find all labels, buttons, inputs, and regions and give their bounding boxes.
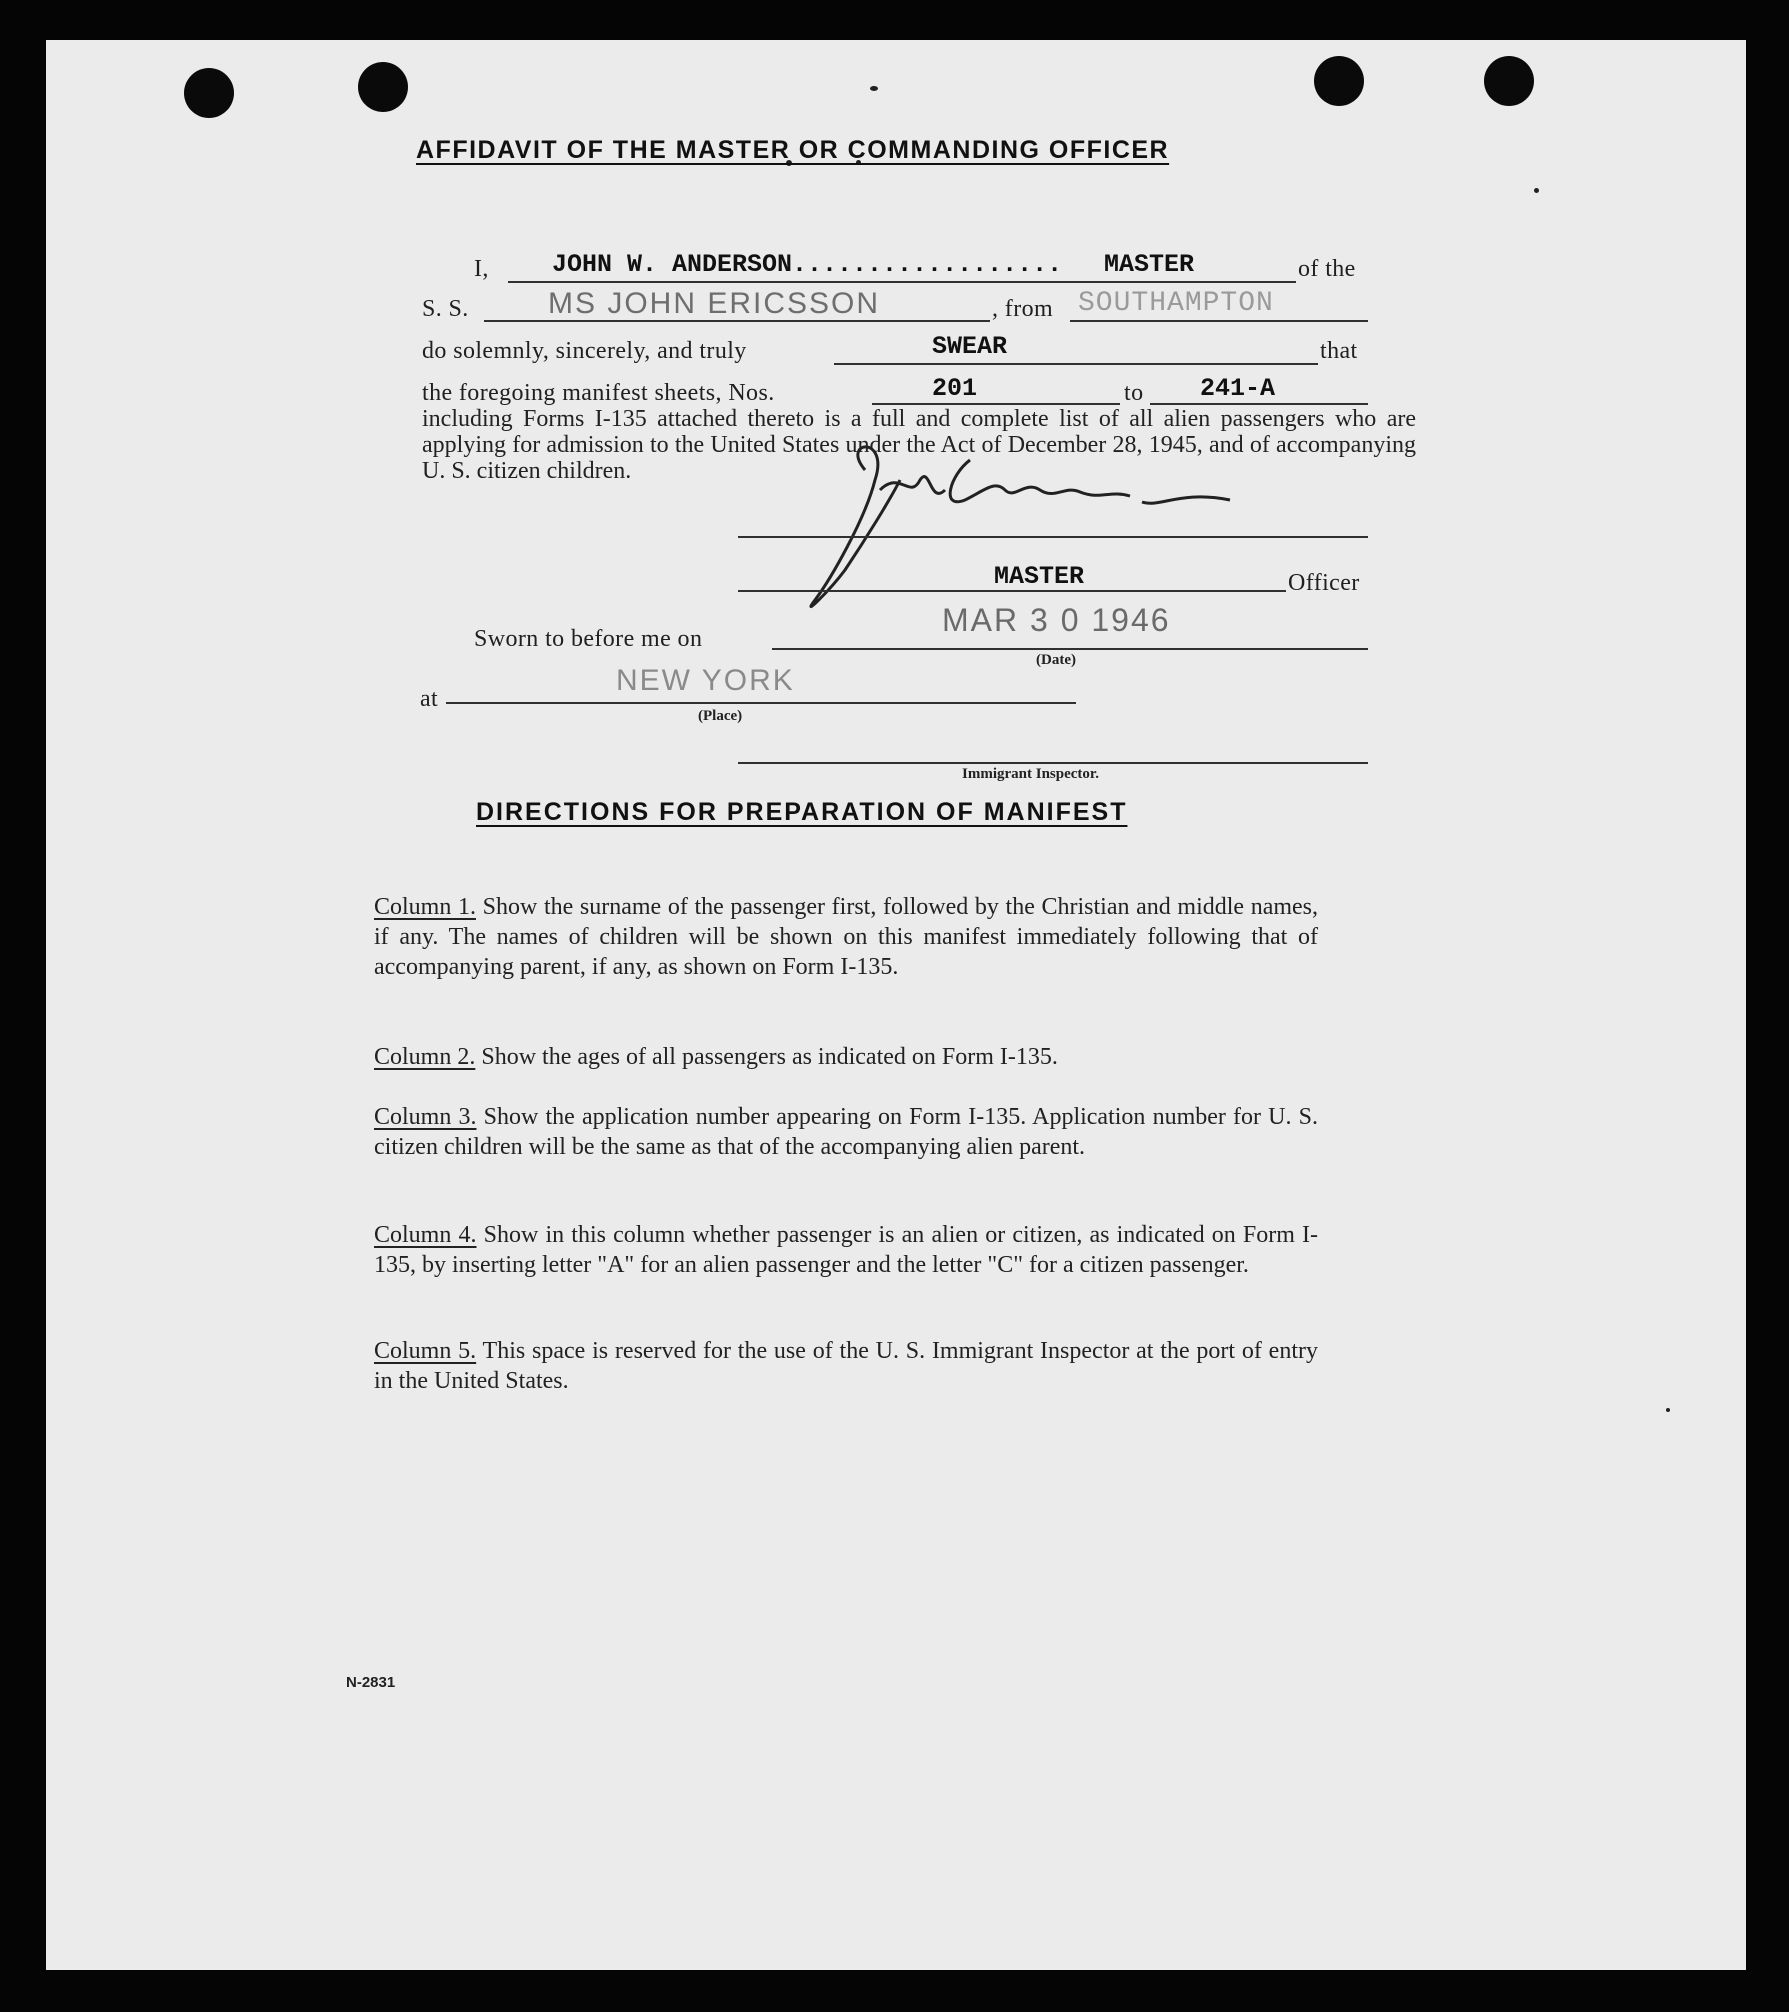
column-2-text: Show the ages of all passengers as indicated on Form I-135. <box>481 1044 1058 1070</box>
sheet-to-number: 241-A <box>1200 374 1276 403</box>
column-4-label: Column 4. <box>374 1222 477 1248</box>
speck <box>870 86 878 91</box>
directions-title: DIRECTIONS FOR PREPARATION OF MANIFEST <box>476 798 1128 826</box>
departure-port: SOUTHAMPTON <box>1078 288 1274 319</box>
affidavit-line1-suffix: of the <box>1298 256 1356 282</box>
sworn-label: Sworn to before me on <box>474 626 703 652</box>
inspector-rule <box>738 762 1368 764</box>
direction-column-3 <box>374 1102 1318 1162</box>
to-label: to <box>1124 380 1144 406</box>
affidavit-line3-prefix: do solemnly, sincerely, and truly <box>422 338 747 364</box>
column-2-label: Column 2. <box>374 1044 476 1070</box>
speck <box>1534 188 1539 193</box>
punch-hole <box>358 62 408 112</box>
officer-label: Officer <box>1288 570 1360 596</box>
date-rule <box>772 648 1368 650</box>
oath-rule <box>834 363 1318 365</box>
master-role: MASTER <box>1104 250 1195 279</box>
direction-column-5 <box>374 1336 1318 1396</box>
oath-word: SWEAR <box>932 332 1008 361</box>
form-number: N-2831 <box>346 1674 396 1691</box>
punch-hole <box>1314 56 1364 106</box>
sworn-date-stamp: MAR 3 0 1946 <box>942 602 1171 638</box>
column-5-label: Column 5. <box>374 1338 477 1364</box>
affidavit-line3-suffix: that <box>1320 338 1358 364</box>
affidavit-body: including Forms I-135 attached thereto is a full and complete list of all alien passengers who are applying for admission to the United States under the Act of December 28, 1945, and of accompanying U. S. citizen children. <box>422 406 1416 484</box>
column-3-label: Column 3. <box>374 1104 477 1130</box>
column-1-label: Column 1. <box>374 894 476 920</box>
punch-hole <box>1484 56 1534 106</box>
at-label: at <box>420 686 439 712</box>
sheet-from-number: 201 <box>932 374 978 403</box>
column-1-text: Show the surname of the passenger first, followed by the Christian and middle names, if any. The names of children will be shown on this manifest immediately following that of accompanying parent, if any, as shown on Form I-135. <box>374 894 1319 980</box>
affidavit-line4-prefix: the foregoing manifest sheets, Nos. <box>422 380 775 406</box>
from-rule <box>1070 320 1368 322</box>
direction-column-4 <box>374 1220 1318 1280</box>
place-rule <box>446 702 1076 704</box>
column-3-text: Show the application number appearing on Form I-135. Application number for U. S. citizen children will be the same as that of the accompanying alien parent. <box>374 1104 1319 1160</box>
place-stamp: NEW YORK <box>616 664 795 697</box>
signature-rule <box>738 536 1368 538</box>
master-name: JOHN W. ANDERSON.................. <box>552 250 1063 279</box>
document-page <box>46 40 1746 1970</box>
name-rule <box>508 281 1296 283</box>
from-label: , from <box>992 296 1054 322</box>
sheet-from-rule <box>872 403 1120 405</box>
sheet-to-rule <box>1150 403 1368 405</box>
speck <box>1666 1408 1670 1412</box>
date-caption: (Date) <box>1036 652 1076 668</box>
column-4-text: Show in this column whether passenger is an alien or citizen, as indicated on Form I-135, by inserting letter "A" for an alien passenger and the letter "C" for a citizen passenger. <box>374 1222 1319 1278</box>
punch-hole <box>184 68 234 118</box>
affidavit-line1-prefix: I, <box>474 256 489 282</box>
inspector-caption: Immigrant Inspector. <box>962 766 1099 782</box>
ship-name: MS JOHN ERICSSON <box>548 287 881 320</box>
affidavit-title: AFFIDAVIT OF THE MASTER OR COMMANDING OFFICER <box>416 136 1170 164</box>
direction-column-2 <box>374 1042 1318 1072</box>
direction-column-1 <box>374 892 1318 982</box>
column-5-text: This space is reserved for the use of the U. S. Immigrant Inspector at the port of entry in the United States. <box>374 1338 1318 1394</box>
affidavit-line2-prefix: S. S. <box>422 296 469 322</box>
officer-title: MASTER <box>994 562 1085 591</box>
place-caption: (Place) <box>698 708 743 724</box>
